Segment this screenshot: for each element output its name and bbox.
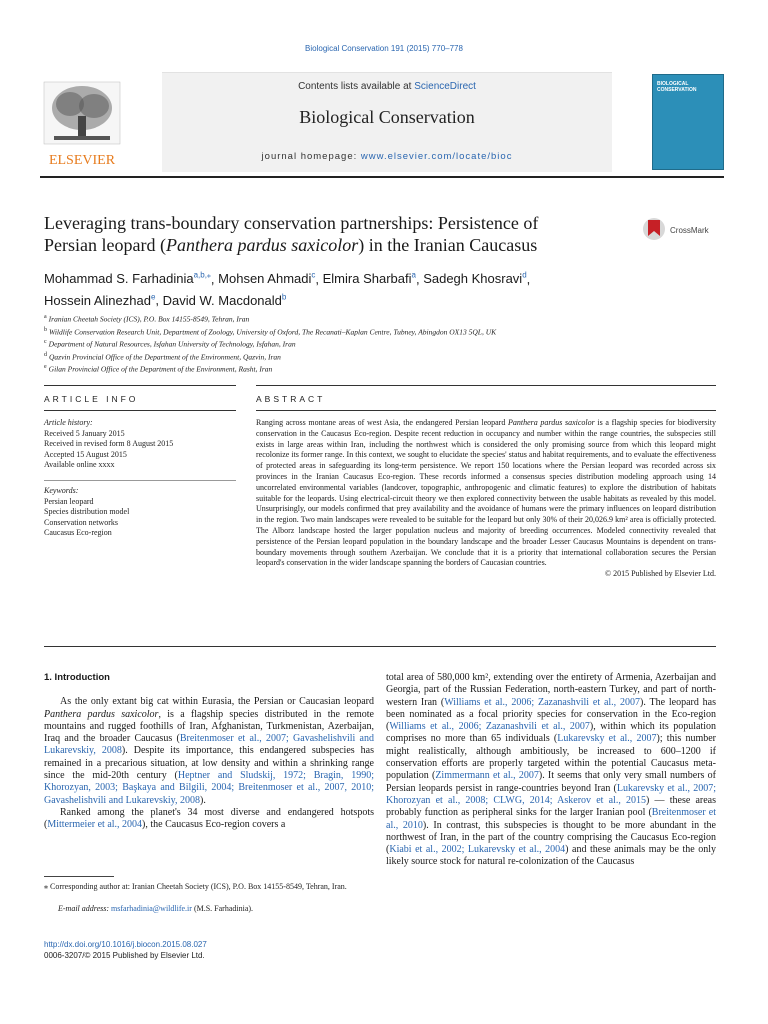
- body-text: ); this number might realistically, although ambitiously, be increased to 600–1200 if conservation efforts are properly targeted within the potential Caucasus meta-population (: [386, 733, 716, 782]
- abstract-rule: [256, 385, 716, 386]
- title-line-2-prefix: Persian leopard (: [44, 235, 166, 255]
- history-label: Article history:: [44, 418, 93, 427]
- species-name: Panthera pardus saxicolor: [44, 708, 159, 720]
- article-title: [44, 212, 604, 256]
- title-line-2-suffix: ) in the Iranian Caucasus: [358, 235, 538, 255]
- keywords-divider: [44, 480, 236, 481]
- body-text: ). It seems that only very small numbers of Persian leopards persist in range-countries beyond Iran (: [386, 770, 716, 794]
- body-text: Ranked among the planet's 34 most diverse and endangered hotspots (: [44, 806, 374, 831]
- author-list: Mohammad S. Farhadinia$^{a,b,⁎}$, Mohsen Ahmadi$^c$, Elmira Sharbafi$^a$, Sadegh Khosravi$^d$, Hossein Alinezhad$^e$, David W. Macdonald$^b$: [44, 271, 531, 308]
- history-revised: Received in revised form 8 August 2015: [44, 439, 174, 448]
- reference-link[interactable]: Breitenmoser et al., 2010: [386, 807, 716, 831]
- homepage-link[interactable]: www.elsevier.com/locate/bioc: [360, 151, 513, 162]
- keyword-item: Species distribution model: [44, 507, 130, 516]
- title-species-name: Panthera pardus saxicolor: [165, 235, 359, 255]
- author[interactable]: Sadegh Khosravi$^d$: [423, 271, 527, 287]
- author[interactable]: Mohammad S. Farhadinia$^{a,b,⁎}$: [44, 271, 211, 287]
- body-text: total area of 580,000 km², extending over the entirety of Armenia, Azerbaijan and Georgia, part of the Russian Federation, north-eastern Turkey, and part of north-western Iran (: [386, 672, 716, 708]
- article-history: [44, 418, 224, 471]
- abstract-bottom-rule: [44, 646, 716, 647]
- keyword-item: Caucasus Eco-region: [44, 528, 112, 537]
- contents-prefix: Contents lists available at: [298, 81, 415, 92]
- crossmark-button[interactable]: [642, 216, 709, 244]
- email-note: E-mail address: msfarhadinia@wildlife.ir (M.S. Farhadinia).: [58, 904, 254, 913]
- body-text: , is a flagship species distributed in the remote mountains and rugged foothills of Iran, Afghanistan, Turkmenistan, Azerbaijan, Iraq and the broader Caucasus (: [44, 708, 374, 745]
- affiliation-item: $^b$ Wildlife Conservation Research Unit, Department of Zoology, University of Oxford, The Recanati–Kaplan Centre, Tubney, Abingdon OX13 5QL, UK: [44, 326, 497, 336]
- corresponding-author-note: ⁎ Corresponding author at: Iranian Cheetah Society (ICS), P.O. Box 14155-8549, Tehran, Iran.: [44, 882, 347, 891]
- reference-link[interactable]: Mittermeier et al., 2004: [47, 819, 143, 831]
- journal-banner: [40, 72, 724, 172]
- article-info-rule: [44, 385, 236, 386]
- affiliation-item: $^a$ Iranian Cheetah Society (ICS), P.O. Box 14155-8549, Tehran, Iran: [44, 314, 250, 324]
- article-info-subrule: [44, 410, 236, 411]
- abstract-text: Ranging across montane areas of west Asia, the endangered Persian leopard Panthera pardus saxicolor is a flagship species for biodiversity conservation in the Caucasus Eco-region. Despite recent reduction in occupancy and number within the range countries, the subspecies still exists in large areas within Iran, including the northwest which is considered the only promising source from which this leopard might recolonize its former range. In this context, we sought to elucidate the species' status and habitat requirements, and to evaluate the effectiveness of protected areas in safeguarding its long-term persistence. We report 150 locations where the Persian leopard was recorded across six provinces in the Iranian Caucasus Eco-region. These records informed a consensus species distribution modeling approach using 14 uncorrelated environmental variables (landcover, topographic, anthropogenic and climatic features) to explore the distribution of habitats suitable for the leopards. Using electrical-circuit theory we then explored connectivity between the usable habitats as revealed by this model. Unsurprisingly, our models confirmed that prey availability and the avoidance of humans were the primary influences on leopard distribution in the region. Two main landscapes were revealed to be suitable for the leopard but only 30% of their 20,026.9 km² area is officially protected. The Alborz landscape hosted the larger population nucleus and majority of breeding occurrences. Modeled connectivity revealed that persistence of the Persian leopard population in the boundary landscape and the broader Lesser Caucasus Mountains is dependent on trans-boundary movements through southern Azerbaijan. We conclude that it is a priority that international collaboration secures the Persian leopard's conservation in the wider landscape spanning the borders of Caucasian countries. © 2015 Published by Elsevier Ltd.: [256, 418, 716, 579]
- author[interactable]: David W. Macdonald$^b$: [162, 292, 287, 308]
- publisher-name: ELSEVIER: [48, 153, 116, 168]
- author[interactable]: Mohsen Ahmadi$^c$: [218, 271, 316, 287]
- affiliation-list: [44, 312, 684, 375]
- banner-divider: [40, 176, 724, 178]
- body-text: ). Despite its importance, this endangered subspecies has remained in a precarious situation, at low density and within a shrinking range since the mid-20th century (: [44, 745, 375, 782]
- journal-cover-thumbnail[interactable]: [652, 74, 724, 170]
- tree-of-knowledge-icon: [40, 78, 124, 172]
- reference-link[interactable]: Williams et al., 2006; Zazanashvili et al., 2007: [389, 721, 590, 733]
- reference-link[interactable]: Lukarevsky et al., 2007: [557, 733, 657, 745]
- copyright-notice: © 2015 Published by Elsevier Ltd.: [605, 569, 716, 579]
- elsevier-logo[interactable]: [40, 78, 124, 172]
- homepage-prefix: journal homepage:: [261, 151, 361, 162]
- keywords: [44, 486, 224, 539]
- affiliation-item: $^e$ Gilan Provincial Office of the Department of the Environment, Rasht, Iran: [44, 364, 273, 374]
- intro-paragraph-1: [44, 696, 374, 807]
- journal-title: Biological Conservation: [299, 107, 475, 127]
- reference-link[interactable]: Heptner and Sludskij, 1972; Bragin, 1990; Khorozyan, 2003; Başkaya and Bilgili, 2004; Breitenmoser et al., 2007, 2010; Gavashelishvili and Lukarevskiy, 2008: [44, 770, 374, 806]
- section-heading: 1. Introduction: [44, 672, 110, 683]
- history-accepted: Accepted 15 August 2015: [44, 449, 127, 459]
- cover-title: BIOLOGICAL CONSERVATION: [657, 81, 697, 93]
- affiliation-item: $^d$ Qazvin Provincial Office of the Department of the Environment, Qazvin, Iran: [44, 351, 281, 361]
- article-info-heading: ARTICLE INFO: [44, 394, 139, 404]
- left-column: [44, 672, 374, 832]
- keyword-item: Persian leopard: [44, 496, 94, 506]
- body-text: ), within which its population comprises no more than 65 individuals (: [386, 721, 717, 745]
- keywords-label: Keywords:: [44, 486, 79, 495]
- affiliation-item: $^c$ Department of Natural Resources, Isfahan University of Technology, Isfahan, Iran: [44, 339, 296, 349]
- history-online: Available online xxxx: [44, 460, 115, 469]
- abstract-subrule: [256, 410, 716, 411]
- reference-link[interactable]: Kiabi et al., 2002; Lukarevsky et al., 2004: [389, 844, 566, 856]
- author[interactable]: Elmira Sharbafi$^a$: [322, 271, 416, 287]
- journal-citation[interactable]: Biological Conservation 191 (2015) 770–778: [305, 44, 463, 53]
- title-line-1: Leveraging trans-boundary conservation partnerships: Persistence of: [44, 213, 539, 233]
- issn-line: 0006-3207/© 2015 Published by Elsevier Ltd.: [44, 951, 205, 960]
- body-text: ), the Caucasus Eco-region covers a: [142, 819, 286, 831]
- contents-line: [162, 81, 612, 92]
- body-text: ) and these animals may be the only likely source stock for natural re-colonization of the Caucasus: [386, 844, 716, 868]
- doi-link[interactable]: http://dx.doi.org/10.1016/j.biocon.2015.08.027: [44, 940, 207, 949]
- reference-link[interactable]: Breitenmoser et al., 2007; Gavashelishvili and Lukarevskiy, 2008: [44, 733, 375, 757]
- body-text: ). The leopard has been nominated as a focal priority species for conservation in the Eco-region (: [386, 696, 717, 733]
- abstract-species-name: Panthera pardus saxicolor: [507, 418, 595, 427]
- body-text: ) — these areas probably function as peripheral sinks for the larger Iranian pool (: [386, 794, 716, 819]
- crossmark-label: CrossMark: [670, 225, 709, 235]
- reference-link[interactable]: Lukarevsky et al., 2007; Khorozyan et al., 2008; CLWG, 2014; Askerov et al., 2015: [386, 782, 717, 806]
- author[interactable]: Hossein Alinezhad$^e$: [44, 292, 156, 308]
- body-text: ). In contrast, this subspecies is thought to be more abundant in the northwest of Iran, in the part of the country comprising the Caucasus Eco-region (: [386, 819, 716, 856]
- keyword-item: Conservation networks: [44, 517, 118, 527]
- intro-paragraph-continued: [386, 672, 716, 869]
- reference-link[interactable]: Zimmermann et al., 2007: [435, 770, 539, 782]
- journal-header-box: [162, 72, 612, 172]
- author-email-link[interactable]: msfarhadinia@wildlife.ir: [111, 904, 192, 913]
- history-received: Received 5 January 2015: [44, 428, 125, 438]
- footnote-divider: [44, 876, 114, 877]
- reference-link[interactable]: Williams et al., 2006; Zazanashvili et al., 2007: [444, 696, 640, 708]
- journal-homepage: [162, 151, 612, 162]
- intro-paragraph-2: [44, 807, 374, 832]
- crossmark-icon: [642, 216, 666, 244]
- body-text: As the only extant big cat within Eurasia, the Persian or Caucasian leopard: [60, 696, 374, 708]
- sciencedirect-link[interactable]: ScienceDirect: [414, 81, 476, 92]
- right-column: [386, 672, 716, 869]
- abstract-heading: ABSTRACT: [256, 394, 326, 404]
- email-label: E-mail address:: [58, 904, 112, 913]
- body-text: ).: [200, 794, 206, 806]
